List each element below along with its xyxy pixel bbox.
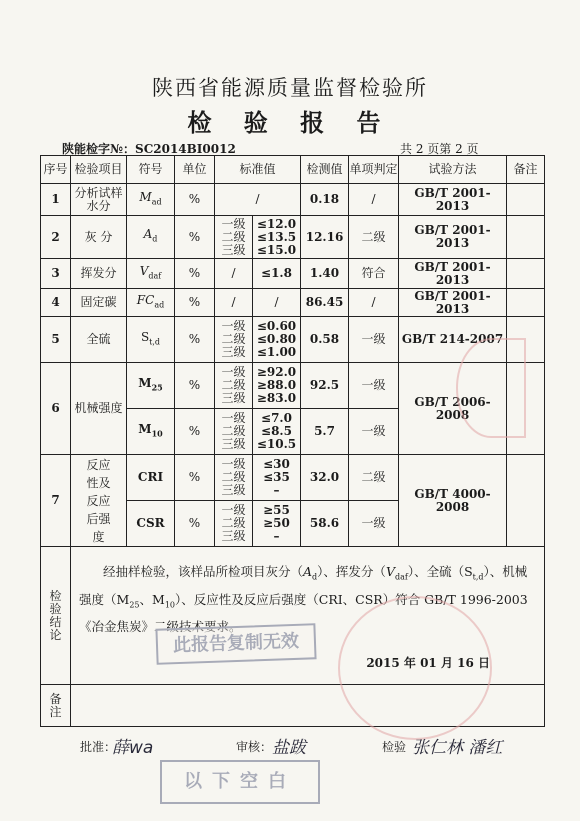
grade-levels: 一级 二级 三级: [215, 317, 253, 363]
symbol: $V_{daf}$: [127, 259, 175, 289]
grade-levels: 一级 二级 三级: [215, 216, 253, 259]
review-signature: 盐跋: [272, 738, 306, 758]
header-item: 检验项目: [71, 156, 127, 184]
grade-limits: ≤30 ≤35 –: [253, 455, 301, 501]
inspect-label: 检验: [382, 740, 407, 754]
symbol: $M_{10}$: [127, 409, 175, 455]
report-date: 2015 年 01 月 16 日: [366, 656, 491, 670]
grade-limits: ≤0.60 ≤0.80 ≤1.00: [253, 317, 301, 363]
table-row: CSR % 一级 二级 三级 ≥55 ≥50 – 58.6 一级: [41, 501, 545, 547]
blank-below-stamp: 以下空白: [160, 760, 320, 804]
symbol: $A_d$: [127, 216, 175, 259]
grade-limits: ≥92.0 ≥88.0 ≥83.0: [253, 363, 301, 409]
header-no: 序号: [41, 156, 71, 184]
table-header-row: [41, 156, 545, 184]
symbol: $M_{ad}$: [127, 184, 175, 216]
grade-levels: 一级 二级 三级: [215, 409, 253, 455]
table-row: 4 固定碳 $FC_{ad}$ % / / 86.45 / GB/T 2001-2013: [41, 289, 545, 317]
symbol: $S_{t,d}$: [127, 317, 175, 363]
copy-invalid-stamp: 此报告复制无效: [155, 623, 316, 665]
org-name: 陕西省能源质量监督检验所: [152, 76, 428, 100]
header-standard: 标准值: [215, 156, 301, 184]
table-row: 7 反应性及反应后强度 CRI % 一级 二级 三级 ≤30 ≤35 – 32.0 二级 GB/T 4000-2008: [41, 455, 545, 501]
remarks-label: 备注: [41, 685, 71, 727]
review-label: 审核：: [236, 740, 273, 754]
header-value: 检测值: [301, 156, 349, 184]
grade-levels: 一级 二级 三级: [215, 501, 253, 547]
page-count: 共 2 页第 2 页: [400, 142, 479, 156]
header-judgement: 单项判定: [349, 156, 399, 184]
table-row: 6 机械强度 $M_{25}$ % 一级 二级 三级 ≥92.0 ≥88.0 ≥83.0 92.5 一级 GB/T 2006-2008: [41, 363, 545, 409]
symbol: $M_{25}$: [127, 363, 175, 409]
report-title: 检 验 报 告: [187, 108, 393, 137]
grade-limits: ≤12.0 ≤13.5 ≤15.0: [253, 216, 301, 259]
approve-signature: 薛wa: [112, 738, 154, 758]
table-row: 1 分析试样水分 $M_{ad}$ % / 0.18 / GB/T 2001-2013: [41, 184, 545, 216]
header-symbol: 符号: [127, 156, 175, 184]
grade-levels: 一级 二级 三级: [215, 455, 253, 501]
symbol: $FC_{ad}$: [127, 289, 175, 317]
grade-levels: 一级 二级 三级: [215, 363, 253, 409]
header-method: 试验方法: [399, 156, 507, 184]
document-number: 陕能检字№：SC2014BI0012: [62, 142, 236, 156]
table-row: $M_{10}$ % 一级 二级 三级 ≤7.0 ≤8.5 ≤10.5 5.7 一级: [41, 409, 545, 455]
official-seal-partial: [456, 338, 526, 438]
official-seal: [338, 596, 492, 740]
symbol: CSR: [127, 501, 175, 547]
approve-label: 批准：: [80, 740, 117, 754]
table-row: 3 挥发分 $V_{daf}$ % / ≤1.8 1.40 符合 GB/T 2001-2013: [41, 259, 545, 289]
inspect-signature: 张仁林 潘红: [412, 738, 503, 758]
table-row: 5 全硫 $S_{t,d}$ % 一级 二级 三级 ≤0.60 ≤0.80 ≤1.00 0.58 一级 GB/T 214-2007: [41, 317, 545, 363]
table-row: 2 灰 分 $A_d$ % 一级 二级 三级 ≤12.0 ≤13.5 ≤15.0 12.16 二级 GB/T 2001-2013: [41, 216, 545, 259]
header-unit: 单位: [175, 156, 215, 184]
grade-limits: ≥55 ≥50 –: [253, 501, 301, 547]
symbol: CRI: [127, 455, 175, 501]
conclusion-text: 经抽样检验，该样品所检项目灰分$(A_d)$、挥发分$(V_{daf})$、全硫$(S_{t,d})$、机械强度（$M_{25}$、$M_{10}$）、反应性及反应后强度（CRI、CSR）符合 GB/T 1996-2003《冶金焦炭》二级技术要求。 2015 年 01 月 16 日: [71, 547, 545, 685]
header-remarks: 备注: [507, 156, 545, 184]
conclusion-label: 检验结论: [41, 547, 71, 685]
grade-limits: ≤7.0 ≤8.5 ≤10.5: [253, 409, 301, 455]
